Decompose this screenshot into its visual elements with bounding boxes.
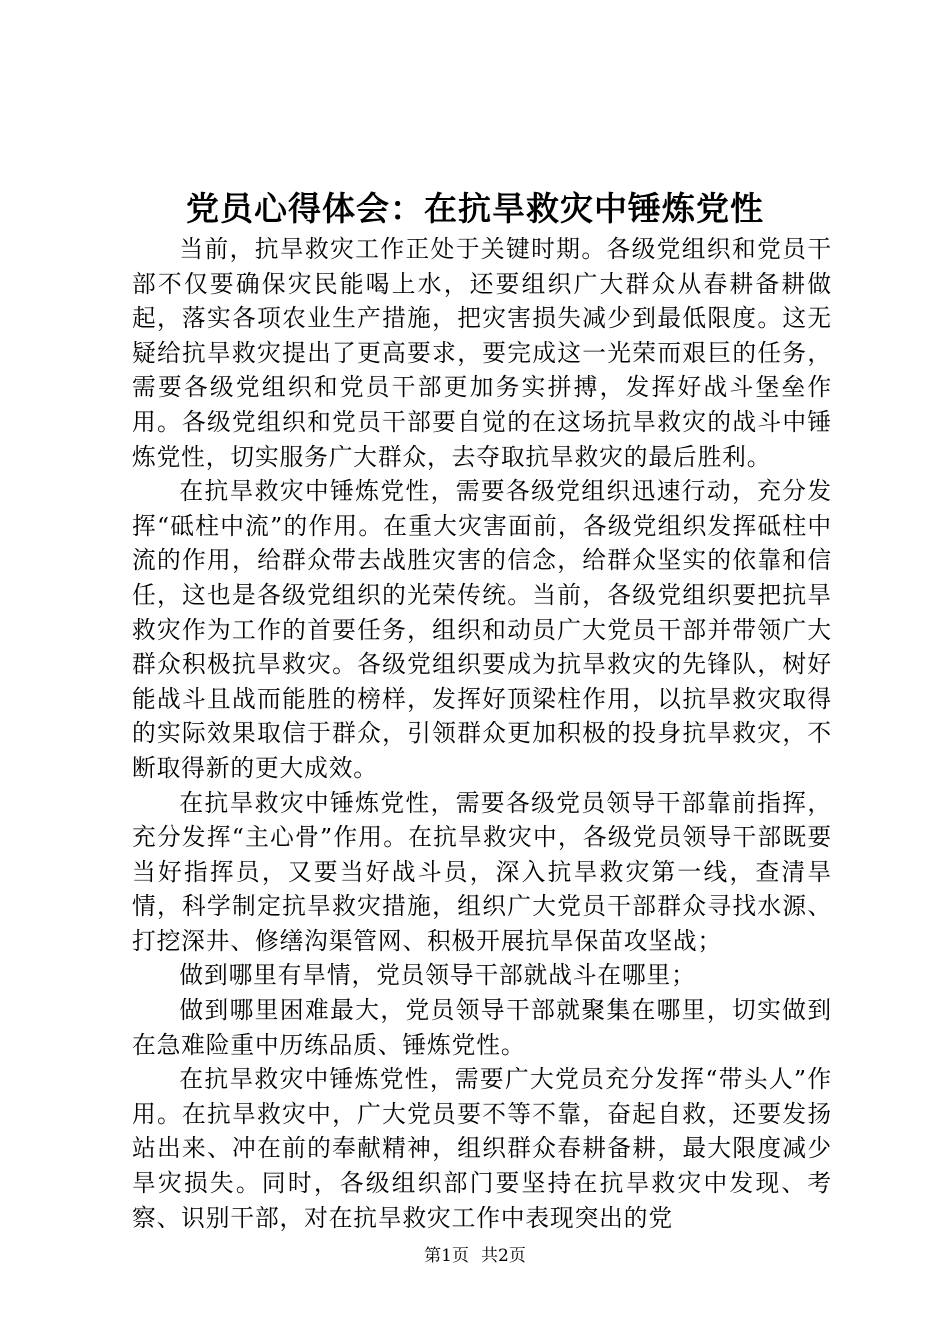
paragraph-4: 做到哪里有旱情，党员领导干部就战斗在哪里； <box>179 961 696 990</box>
document-body <box>132 232 832 1235</box>
paragraph-6: 在抗旱救灾中锤炼党性，需要广大党员充分发挥“带头人”作用。在抗旱救灾中，广大党员要不等不靠，奋起自救，还要发扬站出来、冲在前的奉献精神，组织群众春耕备耕，最大限度减少旱灾损失。同时，各级组织部门要坚持在抗旱救灾中发现、考察、识别干部，对在抗旱救灾工作中表现突出的党 <box>132 1065 832 1232</box>
page-total: 共2页 <box>481 1246 526 1266</box>
paragraph-5: 做到哪里困难最大，党员领导干部就聚集在哪里，切实做到在急难险重中历练品质、锤炼党性。 <box>132 996 832 1059</box>
page-footer <box>0 1244 950 1268</box>
paragraph-1: 当前，抗旱救灾工作正处于关键时期。各级党组织和党员干部不仅要确保灾民能喝上水，还要组织广大群众从春耕备耕做起，落实各项农业生产措施，把灾害损失减少到最低限度。这无疑给抗旱救灾提出了更高要求，要完成这一光荣而艰巨的任务，需要各级党组织和党员干部更加务实拼搏，发挥好战斗堡垒作用。各级党组织和党员干部要自觉的在这场抗旱救灾的战斗中锤炼党性，切实服务广大群众，去夺取抗旱救灾的最后胜利。 <box>132 235 832 471</box>
page-number: 第1页 <box>424 1246 469 1266</box>
paragraph-3: 在抗旱救灾中锤炼党性，需要各级党员领导干部靠前指挥，充分发挥“主心骨”作用。在抗旱救灾中，各级党员领导干部既要当好指挥员，又要当好战斗员，深入抗旱救灾第一线，查清旱情，科学制定抗旱救灾措施，组织广大党员干部群众寻找水源、打挖深井、修缮沟渠管网、积极开展抗旱保苗攻坚战； <box>132 788 832 955</box>
paragraph-2: 在抗旱救灾中锤炼党性，需要各级党组织迅速行动，充分发挥“砥柱中流”的作用。在重大灾害面前，各级党组织发挥砥柱中流的作用，给群众带去战胜灾害的信念，给群众坚实的依靠和信任，这也是各级党组织的光荣传统。当前，各级党组织要把抗旱救灾作为工作的首要任务，组织和动员广大党员干部并带领广大群众积极抗旱救灾。各级党组织要成为抗旱救灾的先锋队，树好能战斗且战而能胜的榜样，发挥好顶梁柱作用，以抗旱救灾取得的实际效果取信于群众，引领群众更加积极的投身抗旱救灾，不断取得新的更大成效。 <box>132 477 832 782</box>
document-title: 党员心得体会：在抗旱救灾中锤炼党性 <box>186 189 764 228</box>
